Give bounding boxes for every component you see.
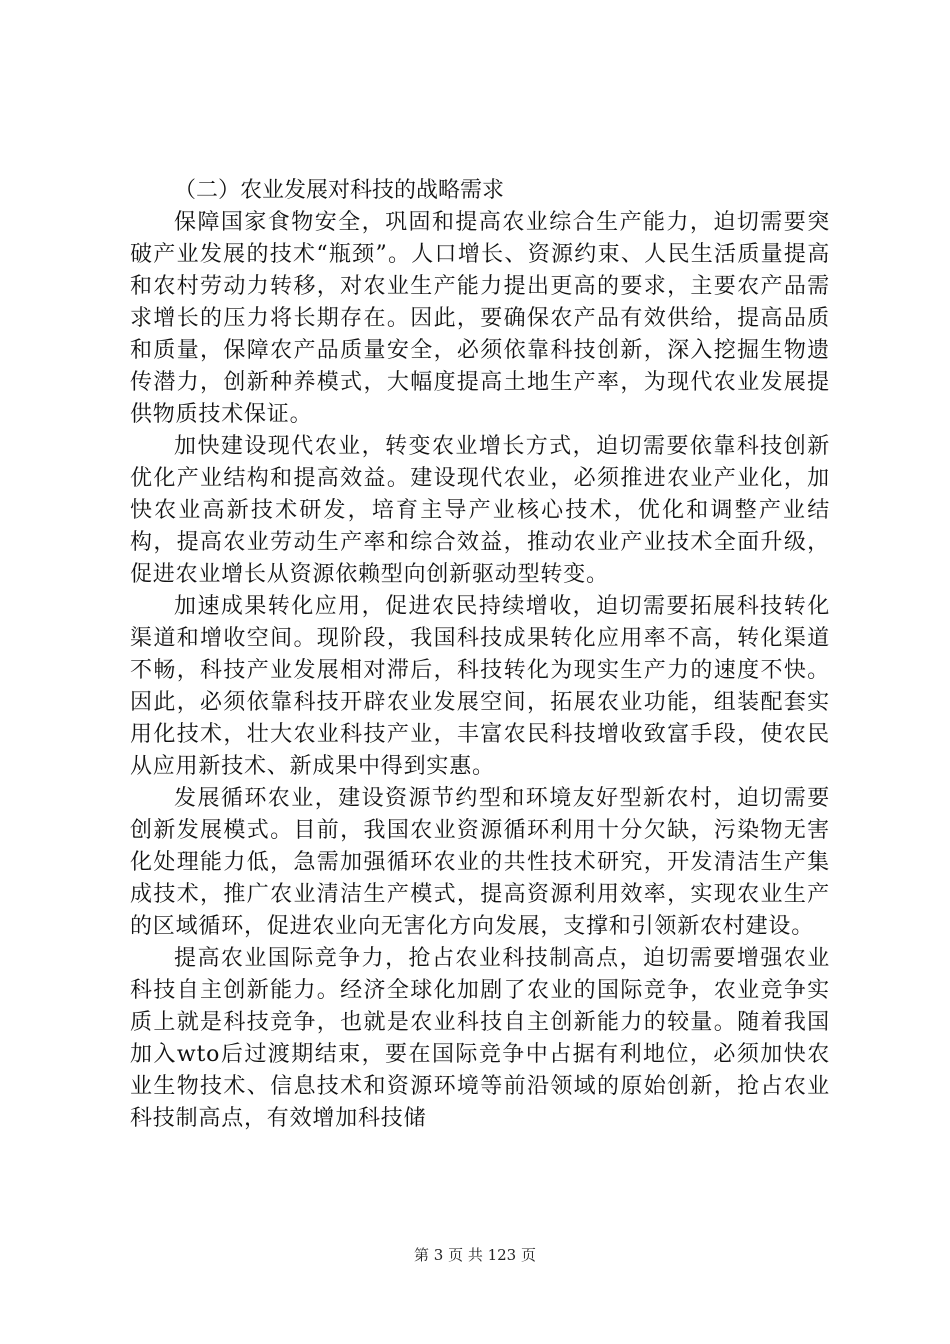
- paragraph-5: 提高农业国际竞争力，抢占农业科技制高点，迫切需要增强农业科技自主创新能力。经济全球化加剧了农业的国际竞争，农业竞争实质上就是科技竞争，也就是农业科技自主创新能力的较量。随着我国加入wto后过渡期结束，要在国际竞争中占据有利地位，必须加快农业生物技术、信息技术和资源环境等前沿领域的原始创新，抢占农业科技制高点，有效增加科技储: [130, 946, 830, 1131]
- paragraph-3: 加速成果转化应用，促进农民持续增收，迫切需要拓展科技转化渠道和增收空间。现阶段，我国科技成果转化应用率不高，转化渠道不畅，科技产业发展相对滞后，科技转化为现实生产力的速度不快。因此，必须依靠科技开辟农业发展空间，拓展农业功能，组装配套实用化技术，壮大农业科技产业，丰富农民科技增收致富手段，使农民从应用新技术、新成果中得到实惠。: [130, 594, 830, 779]
- page-number-footer: 第 3 页 共 123 页: [413, 1246, 536, 1264]
- paragraph-4: 发展循环农业，建设资源节约型和环境友好型新农村，迫切需要创新发展模式。目前，我国农业资源循环利用十分欠缺，污染物无害化处理能力低，急需加强循环农业的共性技术研究，开发清洁生产集成技术，推广农业清洁生产模式，提高资源利用效率，实现农业生产的区域循环，促进农业向无害化方向发展，支撑和引领新农村建设。: [130, 786, 830, 939]
- section-heading: （二）农业发展对科技的战略需求: [174, 178, 505, 203]
- paragraph-1: 保障国家食物安全，巩固和提高农业综合生产能力，迫切需要突破产业发展的技术“瓶颈”。人口增长、资源约束、人民生活质量提高和农村劳动力转移，对农业生产能力提出更高的要求，主要农产品需求增长的压力将长期存在。因此，要确保农产品有效供给，提高品质和质量，保障农产品质量安全，必须依靠科技创新，深入挖掘生物遗传潜力，创新种养模式，大幅度提高土地生产率，为现代农业发展提供物质技术保证。: [130, 210, 830, 427]
- paragraph-2: 加快建设现代农业，转变农业增长方式，迫切需要依靠科技创新优化产业结构和提高效益。建设现代农业，必须推进农业产业化，加快农业高新技术研发，培育主导产业核心技术，优化和调整产业结构，提高农业劳动生产率和综合效益，推动农业产业技术全面升级，促进农业增长从资源依赖型向创新驱动型转变。: [130, 434, 830, 587]
- document-body: [130, 175, 830, 1135]
